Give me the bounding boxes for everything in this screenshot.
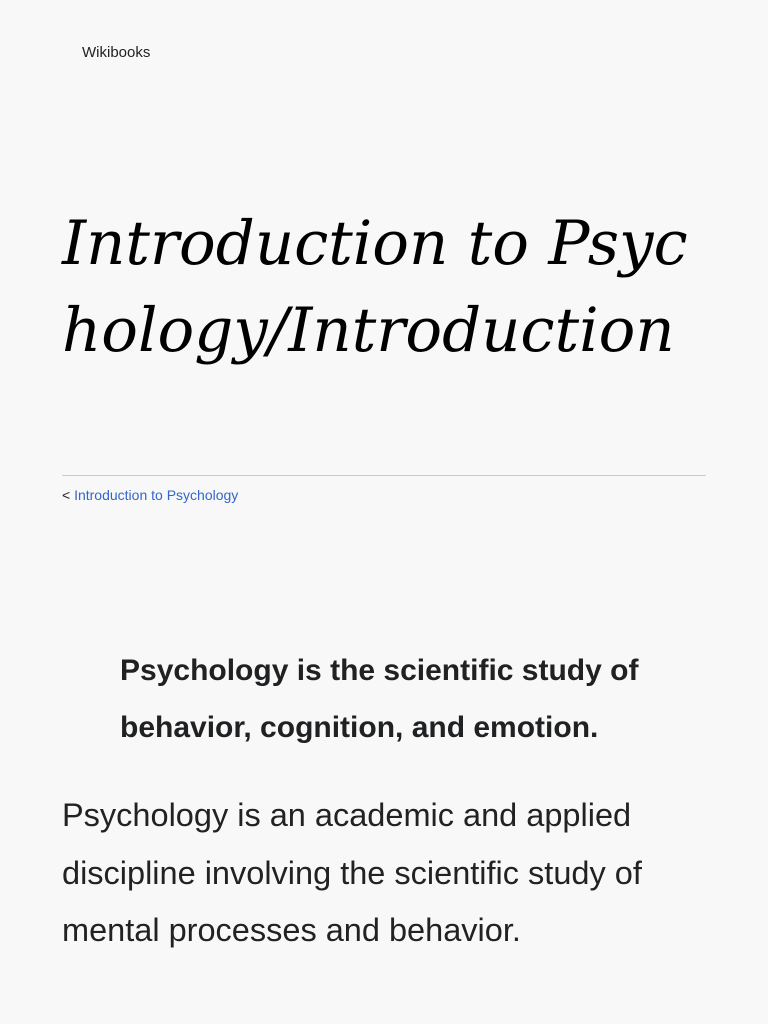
site-name-link[interactable]: Wikibooks (82, 44, 151, 61)
breadcrumb (62, 486, 238, 504)
breadcrumb-separator: < (62, 487, 75, 503)
breadcrumb-parent-link[interactable]: Introduction to Psychology (74, 487, 239, 503)
lead-summary: Psychology is the scientific study of behavior, cognition, and emotion. (120, 654, 639, 744)
body-paragraph: Psychology is an academic and applied discipline involving the scientific study of mental processes and behavior. (62, 797, 642, 948)
page-title: Introduction to Psychology/Introduction (62, 208, 688, 366)
title-divider (62, 475, 706, 476)
